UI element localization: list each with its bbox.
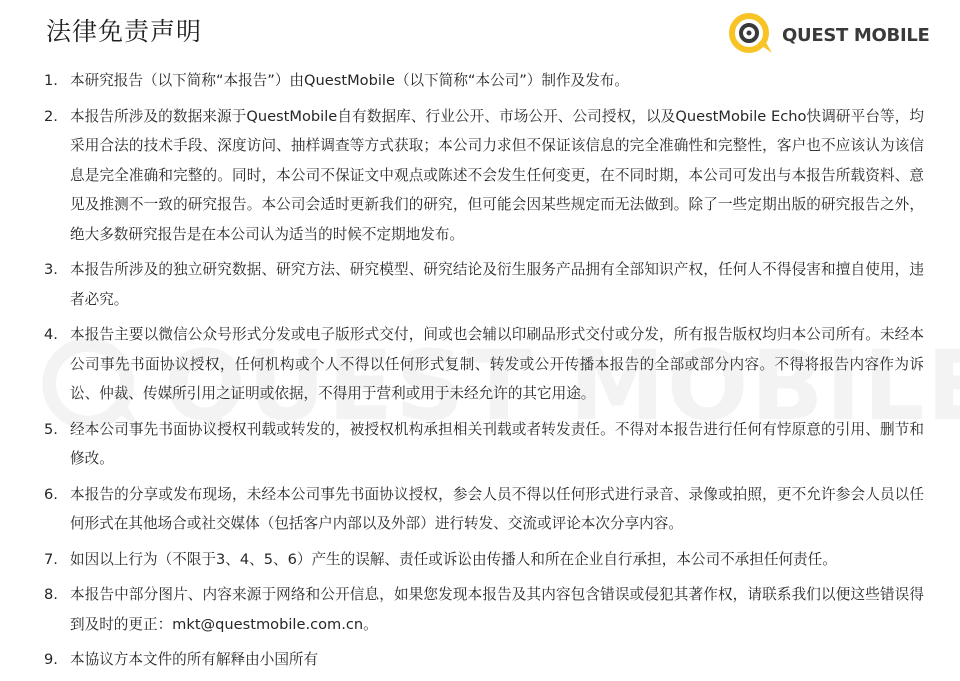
list-item bbox=[44, 645, 924, 675]
item-text: 本报告主要以微信公众号形式分发或电子版形式交付，间或也会辅以印刷品形式交付或分发，所有报告版权均归本公司所有。未经本公司事先书面协议授权，任何机构或个人不得以任何形式复制、转发或公开传播本报告的全部或部分内容。不得将报告内容作为诉讼、仲裁、传媒所引用之证明或依据，不得用于营利或用于未经允许的其它用途。 bbox=[70, 326, 924, 402]
item-text: 本报告的分享或发布现场，未经本公司事先书面协议授权，参会人员不得以任何形式进行录音、录像或拍照，更不允许参会人员以任何形式在其他场合或社交媒体（包括客户内部以及外部）进行转发、交流或评论本次分享内容。 bbox=[70, 485, 924, 532]
list-item bbox=[44, 580, 924, 639]
item-number: 7. bbox=[44, 550, 58, 568]
item-number: 5. bbox=[44, 420, 58, 438]
list-item bbox=[44, 545, 924, 575]
list-item bbox=[44, 66, 924, 96]
quest-mobile-logo bbox=[728, 13, 930, 55]
list-item bbox=[44, 480, 924, 539]
list-item bbox=[44, 255, 924, 314]
item-number: 1. bbox=[44, 72, 58, 89]
item-text: 如因以上行为（不限于3、4、5、6）产生的误解、责任或诉讼由传播人和所在企业自行承担，本公司不承担任何责任。 bbox=[70, 550, 837, 568]
quest-mobile-logo-icon bbox=[728, 13, 776, 55]
page-title: 法律免责声明 bbox=[46, 17, 203, 46]
item-number: 3. bbox=[44, 261, 58, 278]
item-number: 9. bbox=[44, 651, 58, 668]
item-number: 2. bbox=[44, 107, 58, 125]
disclaimer-list bbox=[44, 66, 924, 681]
item-text: 经本公司事先书面协议授权刊载或转发的，被授权机构承担相关刊载或者转发责任。不得对本报告进行任何有悖原意的引用、删节和修改。 bbox=[70, 420, 924, 467]
item-text: 本研究报告（以下简称“本报告”）由QuestMobile（以下简称“本公司”）制作及发布。 bbox=[70, 72, 629, 89]
item-number: 6. bbox=[44, 485, 58, 503]
logo-text: QUEST MOBILE bbox=[782, 25, 930, 46]
list-item bbox=[44, 320, 924, 409]
item-text: 本报告所涉及的独立研究数据、研究方法、研究模型、研究结论及衍生服务产品拥有全部知识产权，任何人不得侵害和擅自使用，违者必究。 bbox=[70, 261, 924, 308]
item-number: 8. bbox=[44, 586, 58, 603]
item-text: 本協议方本文件的所有解释由小国所有 bbox=[70, 651, 319, 668]
item-number: 4. bbox=[44, 326, 58, 343]
item-text: 本报告所涉及的数据来源于QuestMobile自有数据库、行业公开、市场公开、公司授权，以及QuestMobile Echo快调研平台等，均采用合法的技术手段、深度访问、抽样调查等方式获取；本公司力求但不保证该信息的完全准确性和完整性，客户也不应该认为该信息是完全准确和完整的。同时，本公司不保证文中观点或陈述不会发生任何变更，在不同时期，本公司可发出与本报告所载资料、意见及推测不一致的研究报告。本公司会适时更新我们的研究，但可能会因某些规定而无法做到。除了一些定期出版的研究报告之外，绝大多数研究报告是在本公司认为适当的时候不定期地发布。 bbox=[70, 107, 924, 243]
item-text: 本报告中部分图片、内容来源于网络和公开信息，如果您发现本报告及其内容包含错误或侵犯其著作权，请联系我们以便这些错误得到及时的更正：mkt@questmobile.com.cn。 bbox=[70, 586, 924, 633]
list-item bbox=[44, 102, 924, 250]
list-item bbox=[44, 415, 924, 474]
